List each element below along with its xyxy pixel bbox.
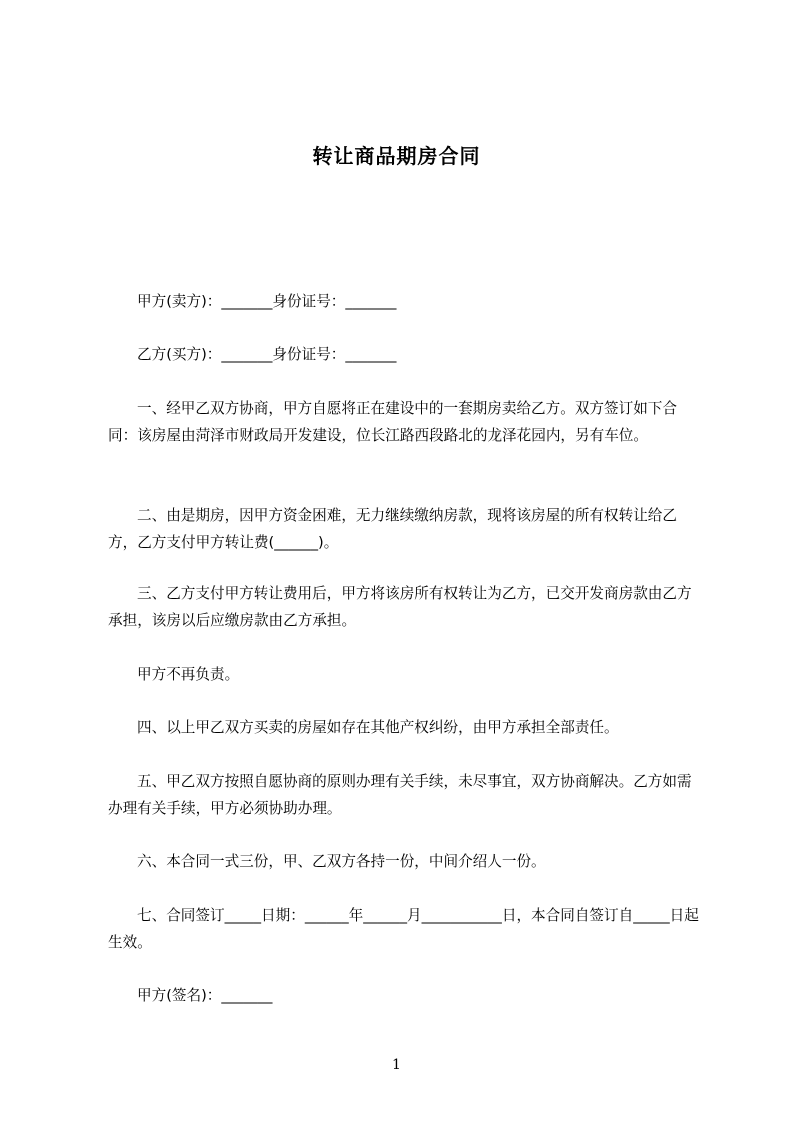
clause-3: 三、乙方支付甲方转让费用后，甲方将该房所有权转让为乙方，已交开发商房款由乙方承担，该房以后应缴房款由乙方承担。 bbox=[108, 585, 692, 629]
party-a-signature-line: 甲方(签名)：_______ bbox=[137, 987, 273, 1004]
party-a-line: 甲方(卖方)：_______身份证号：_______ bbox=[137, 293, 397, 310]
clause-1: 一、经甲乙双方协商，甲方自愿将正在建设中的一套期房卖给乙方。双方签订如下合同：该房屋由菏泽市财政局开发建设，位长江路西段路北的龙泽花园内，另有车位。 bbox=[108, 400, 677, 444]
clause-6: 六、本合同一式三份，甲、乙双方各持一份，中间介绍人一份。 bbox=[137, 853, 546, 870]
clause-4: 四、以上甲乙双方买卖的房屋如存在其他产权纠纷，由甲方承担全部责任。 bbox=[137, 719, 619, 736]
party-b-line: 乙方(买方)：_______身份证号：_______ bbox=[137, 346, 397, 363]
page-number: 1 bbox=[392, 1057, 401, 1073]
page-title: 转让商品期房合同 bbox=[312, 144, 481, 168]
clause-5: 五、甲乙双方按照自愿协商的原则办理有关手续，未尽事宜，双方协商解决。乙方如需办理有关手续，甲方必须协助办理。 bbox=[108, 773, 692, 817]
clause-2: 二、由是期房，因甲方资金困难，无力继续缴纳房款，现将该房屋的所有权转让给乙方，乙方支付甲方转让费(______)。 bbox=[108, 507, 677, 551]
clause-3-note: 甲方不再负责。 bbox=[137, 666, 240, 683]
clause-7: 七、合同签订_____日期：______年______月___________日，本合同自签订自_____日起生效。 bbox=[108, 907, 699, 951]
